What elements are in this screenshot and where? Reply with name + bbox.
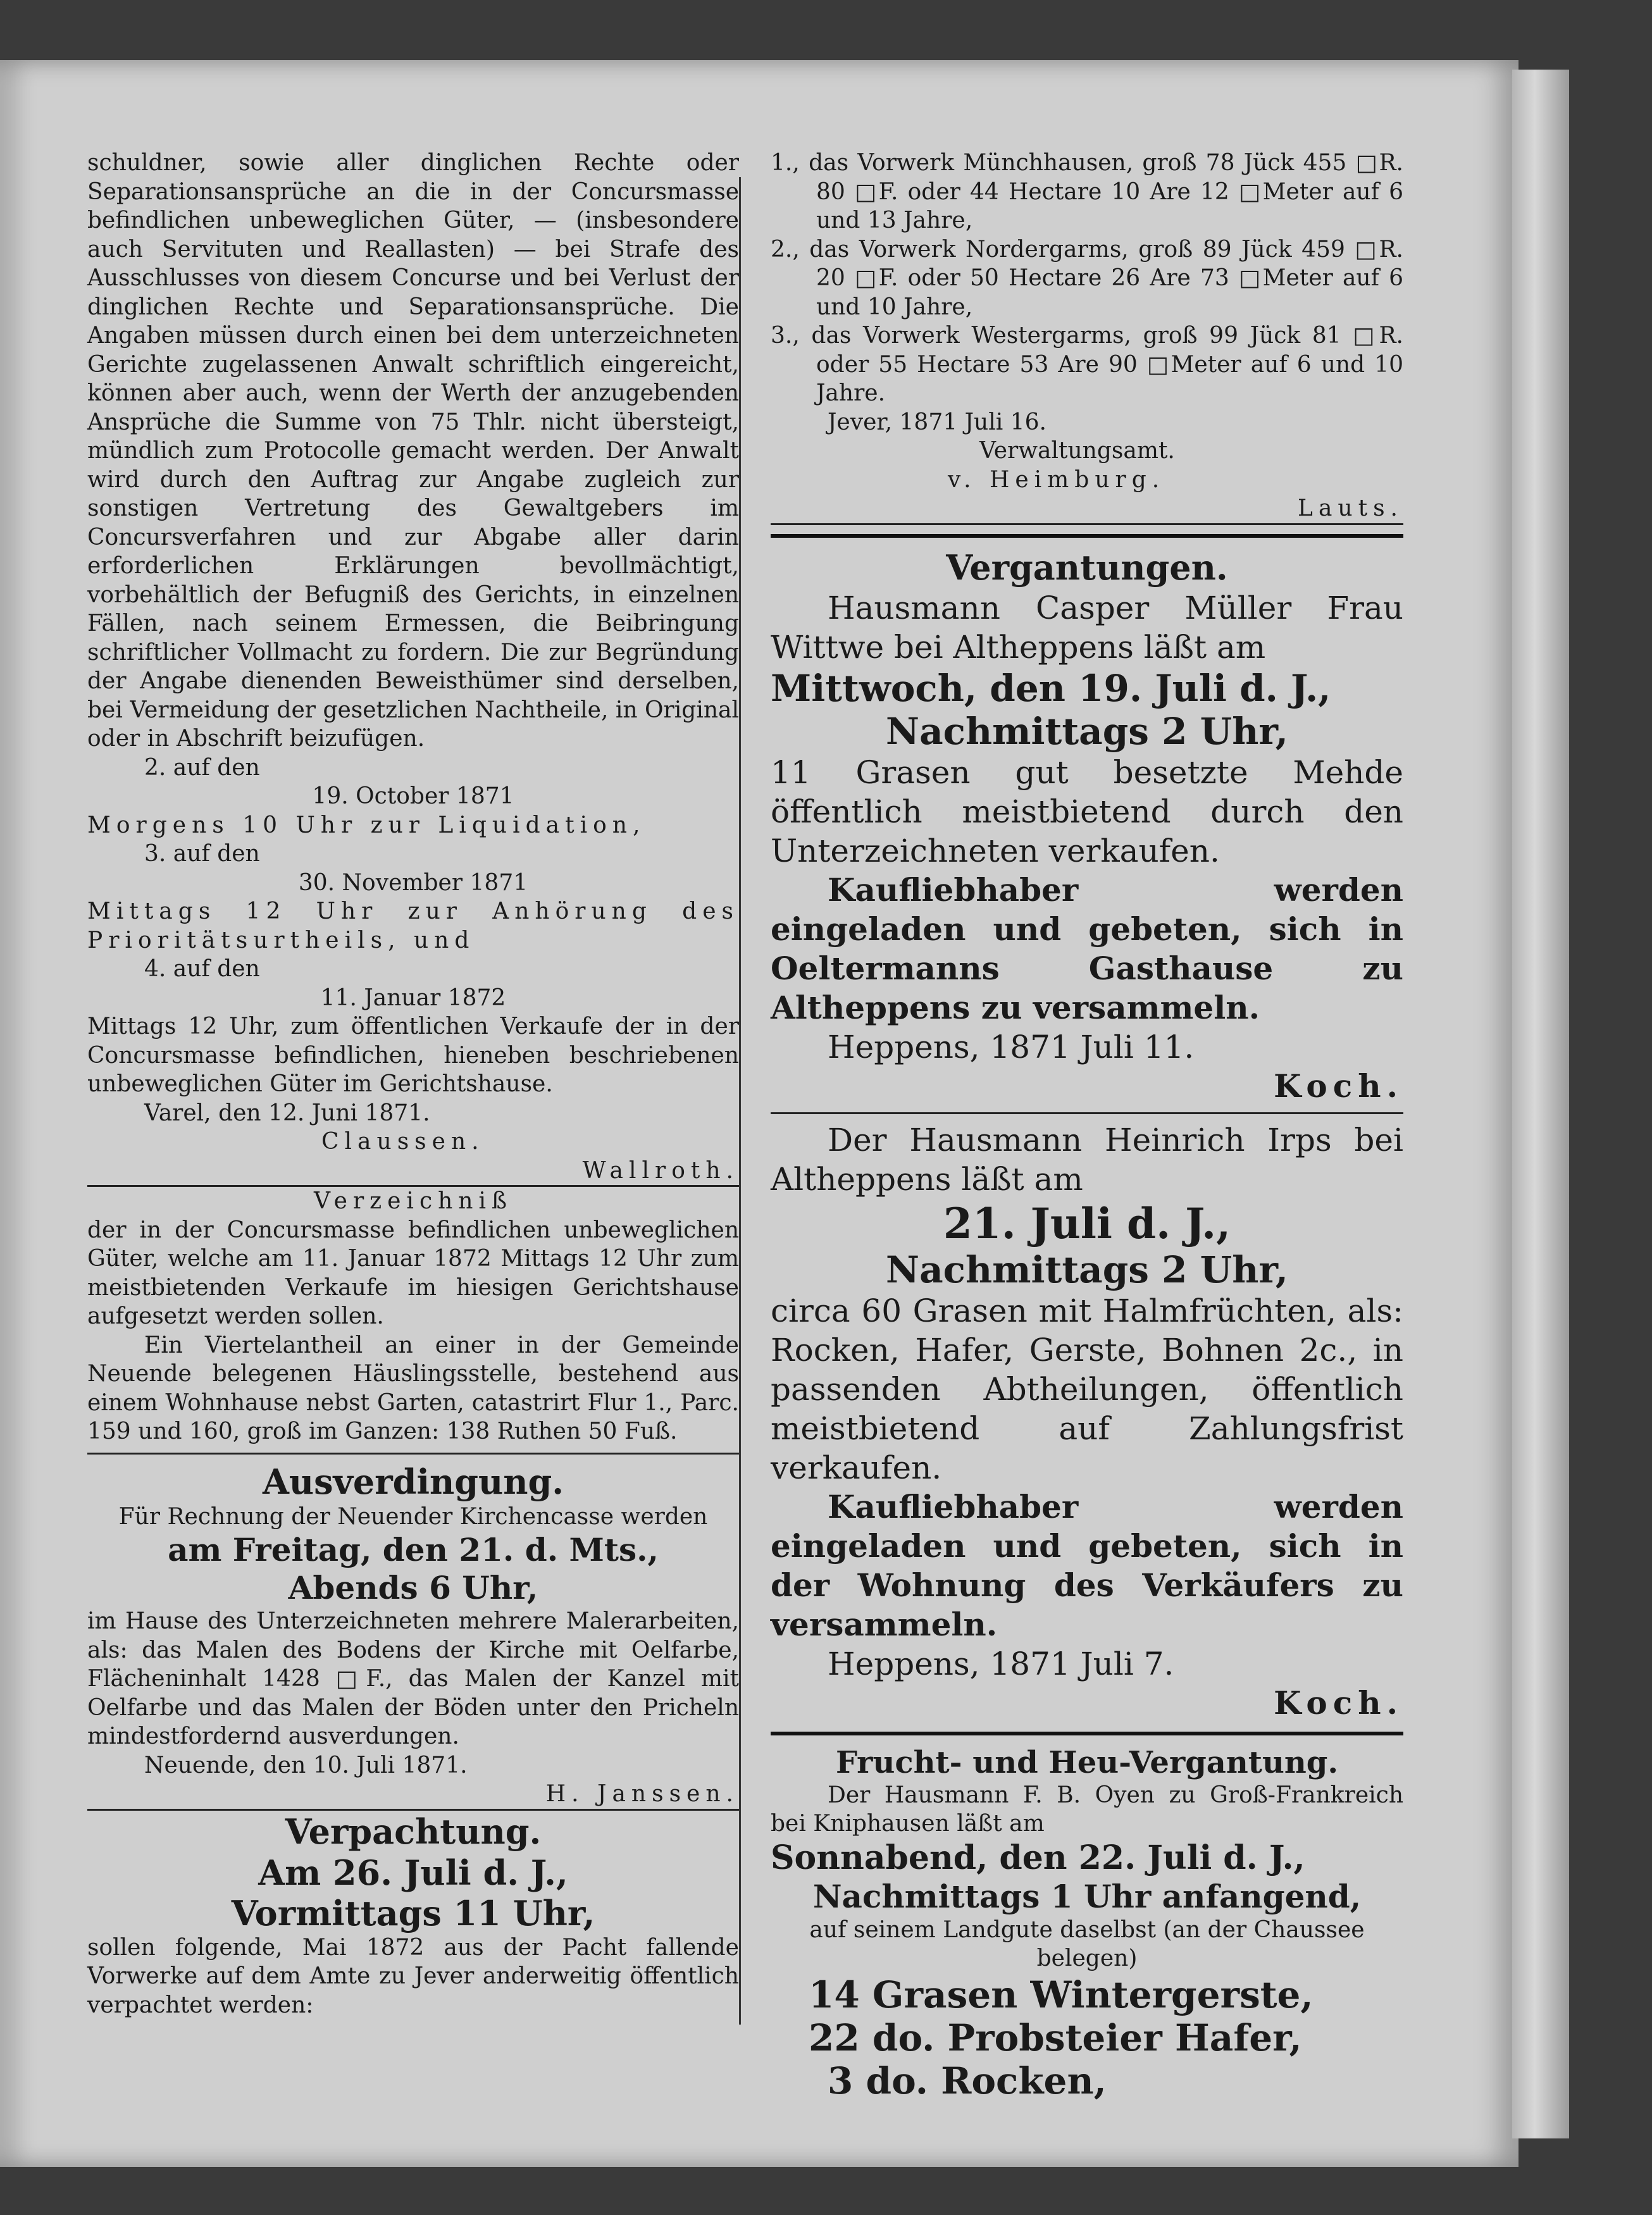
concurs-intro: schuldner, sowie aller dinglichen Rechte oder Separationsansprüche an die in der Concursmasse befindlichen unbeweglichen Güter, — (insbesondere auch Servituten und Reallasten) — bei Strafe des Ausschlusses von diesem Concurse und bei Verlust der dinglichen Rechte und Separationsansprüche. Die Angaben müssen durch einen bei dem unterzeichneten Gerichte zugelassenen Anwalt schriftlich eingereicht, können aber auch, wenn der Werth der anzugebenden Ansprüche die Summe von 75 Thlr. nicht übersteigt, mündlich zum Protocolle gemacht werden. Der Anwalt wird durch den Auftrag zur Angabe zugleich zur sonstigen Vertretung des Gewaltgebers im Concursverfahren und zur Abgabe aller darin erforderlichen Erklärungen bevollmächtigt, vorbehältlich der Befugniß des Gerichts, in einzelnen Fällen, nach seinem Ermessen, die Beibringung schriftlicher Vollmacht zu fordern. Die zur Begründung der Angabe dienenden Beweisthümer sind derselben, bei Vermeidung der gesetzlichen Nachtheile, in Original oder in Abschrift beizufügen. [87,150,739,752]
section-rule [87,1453,739,1455]
ausverdingung-body: im Hause des Unterzeichneten mehrere Malerarbeiten, als: das Malen des Bodens der Kirche mit Oelfarbe, Flächeninhalt 1428 □F., das Malen der Kanzel mit Oelfarbe und das Malen der Böden unter den Pricheln mindestfordernd ausverdungen. [87,1608,739,1749]
term-3-label: 3. auf den [144,841,260,867]
verpachtung-time: Vormittags 11 Uhr, [231,1892,595,1933]
vergantung-1-place: Heppens, 1871 Juli 11. [828,1028,1195,1065]
frucht-heu-location: auf seinem Landgute daselbst (an der Chaussee belegen) [809,1916,1365,1971]
vergantung-1-date: Mittwoch, den 19. Juli d. J., [771,666,1331,710]
verzeichnis-title: Verzeichniß [313,1188,513,1214]
vergantung-2-time: Nachmittags 2 Uhr, [886,1248,1288,1291]
frucht-heu-time: Nachmittags 1 Uhr anfangend, [812,1877,1362,1915]
column-divider [739,177,741,2025]
ausverdingung-date: am Freitag, den 21. d. Mts., [168,1531,659,1568]
signature-janssen: H. Janssen. [87,1780,739,1811]
vergantung-2-invite: Kaufliebhaber werden eingeladen und gebeten, sich in der Wohnung des Verkäufers zu versammeln. [771,1487,1403,1643]
signature-heimburg: v. Heimburg. [948,466,1165,493]
vergantung-1-invite: Kaufliebhaber werden eingeladen und gebeten, sich in Oeltermanns Gasthause zu Altheppens zu versammeln. [771,871,1403,1026]
section-rule [771,1732,1403,1735]
vergantungen-title: Vergantungen. [946,547,1228,588]
page-edges [1512,70,1569,2138]
term-4-label: 4. auf den [144,956,260,982]
term-2-label: 2. auf den [144,754,260,781]
ausverdingung-line1: Für Rechnung der Neuender Kirchencasse werden [118,1503,708,1530]
verpachtung-title: Verpachtung. [285,1811,542,1852]
ausverdingung-place: Neuende, den 10. Juli 1871. [144,1752,468,1778]
frucht-heu-intro: Der Hausmann F. B. Oyen zu Groß-Frankreich bei Kniphausen läßt am [771,1782,1403,1837]
frucht-heu-item-2: 22 do. Probsteier Hafer, [809,2016,1302,2059]
vorwerk-2: 2., das Vorwerk Nordergarms, groß 89 Jück 459 □R. 20 □F. oder 50 Hectare 26 Are 73 □Meter auf 6 und 10 Jahre, [771,236,1403,320]
verwaltungsamt: Verwaltungsamt. [979,438,1175,464]
verpachtung-body: sollen folgende, Mai 1872 aus der Pacht fallende Vorwerke auf dem Amte zu Jever anderweitig öffentlich verpachtet werden: [87,1934,739,2018]
verzeichnis-item: Ein Viertelantheil an einer in der Gemeinde Neuende belegenen Häuslingsstelle, bestehend aus einem Wohnhause nebst Garten, catastrirt Flur 1., Parc. 159 und 160, groß im Ganzen: 138 Ruthen 50 Fuß. [87,1332,739,1444]
frucht-heu-item-3: 3 do. Rocken, [828,2059,1107,2102]
ausverdingung-title: Ausverdingung. [262,1461,564,1502]
signature-claussen: Claussen. [321,1129,485,1155]
vergantung-2-intro: Der Hausmann Heinrich Irps bei Altheppens läßt am [771,1121,1403,1198]
vergantung-2-place: Heppens, 1871 Juli 7. [828,1645,1174,1682]
right-column [771,149,1403,2102]
vorwerk-1: 1., das Vorwerk Münchhausen, groß 78 Jück 455 □R. 80 □F. oder 44 Hectare 10 Are 12 □Meter auf 6 und 13 Jahre, [771,150,1403,233]
term-3-date: 30. November 1871 [298,869,528,896]
vergantung-1-time: Nachmittags 2 Uhr, [886,709,1288,753]
frucht-heu-title: Frucht- und Heu-Vergantung. [835,1744,1339,1780]
term-4-event: Mittags 12 Uhr, zum öffentlichen Verkaufe der in der Concursmasse befindlichen, hieneben beschriebenen unbeweglichen Güter im Gerichtshause. [87,1014,739,1097]
concurs-place-date: Varel, den 12. Juni 1871. [144,1100,430,1126]
signature-koch-1: Koch. [1274,1067,1403,1105]
term-2-date: 19. October 1871 [312,783,514,809]
verpachtung-date: Am 26. Juli d. J., [258,1852,568,1893]
verpachtung-place: Jever, 1871 Juli 16. [828,409,1046,435]
left-column [87,149,739,2020]
ausverdingung-time: Abends 6 Uhr, [288,1569,538,1606]
vergantung-2-date: 21. Juli d. J., [943,1198,1231,1248]
section-rule [771,1112,1403,1114]
term-2-event: Morgens 10 Uhr zur Liquidation, [87,812,646,838]
frucht-heu-date: Sonnabend, den 22. Juli d. J., [771,1838,1305,1877]
term-4-date: 11. Januar 1872 [320,984,506,1011]
vergantung-2-body: circa 60 Grasen mit Halmfrüchten, als: Rocken, Hafer, Gerste, Bohnen 2c., in passenden Abtheilungen, öffentlich meistbietend auf Zahlungsfrist verkaufen. [771,1292,1403,1486]
signature-koch-2: Koch. [1274,1684,1403,1722]
section-rule [771,534,1403,538]
term-3-event: Mittags 12 Uhr zur Anhörung des Prioritätsurtheils, und [87,898,739,953]
vorwerk-3: 3., das Vorwerk Westergarms, groß 99 Jück 81 □R. oder 55 Hectare 53 Are 90 □Meter auf 6 und 10 Jahre. [771,323,1403,406]
signature-wallroth: Wallroth. [87,1157,739,1188]
verzeichnis-body: der in der Concursmasse befindlichen unbeweglichen Güter, welche am 11. Januar 1872 Mittags 12 Uhr zum meistbietenden Verkaufe im hiesigen Gerichtshause aufgesetzt werden sollen. [87,1217,739,1329]
frucht-heu-item-1: 14 Grasen Wintergerste, [809,1973,1314,2016]
vergantung-1-intro: Hausmann Casper Müller Frau Wittwe bei Altheppens läßt am [771,589,1403,666]
vergantung-1-body: 11 Grasen gut besetzte Mehde öffentlich meistbietend durch den Unterzeichneten verkaufen. [771,754,1403,869]
signature-lauts: Lauts. [771,494,1403,525]
